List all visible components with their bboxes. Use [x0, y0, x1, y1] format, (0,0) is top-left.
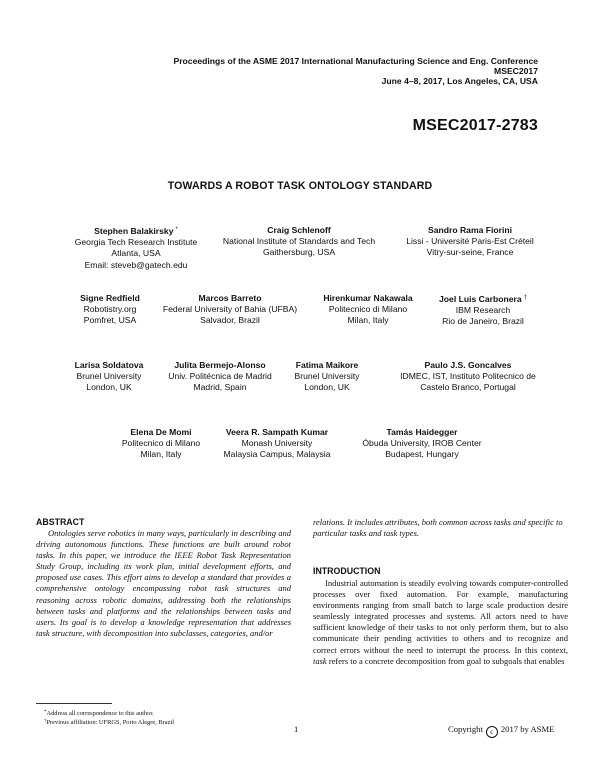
- conference-name: Proceedings of the ASME 2017 International Manufacturing Science and Eng. Conference: [173, 56, 538, 66]
- author-affiliation: Monash University: [241, 438, 313, 449]
- author-name: Larisa Soldatova: [74, 360, 144, 370]
- author-affiliation: Brunel University: [76, 371, 142, 382]
- author-affiliation: Univ. Politécnica de Madrid: [168, 371, 272, 382]
- author-affiliation: Federal University of Bahia (UFBA): [162, 304, 298, 315]
- copyright-notice: Copyright c 2017 by ASME: [448, 724, 555, 736]
- conference-date-location: June 4–8, 2017, Los Angeles, CA, USA: [381, 76, 538, 86]
- author-entry: [323, 293, 412, 327]
- author-location: Castelo Branco, Portugal: [420, 382, 516, 393]
- author-email: Email: steveb@gatech.edu: [84, 259, 188, 270]
- author-name: Hirenkumar Nakawala: [323, 293, 413, 303]
- author-location: Salvador, Brazil: [200, 315, 260, 326]
- author-name: Fatima Maikore: [295, 360, 359, 370]
- author-location: London, UK: [304, 382, 350, 393]
- paper-title: TOWARDS A ROBOT TASK ONTOLOGY STANDARD: [167, 180, 433, 192]
- author-entry: [406, 225, 534, 259]
- page-number: 1: [294, 724, 299, 734]
- author-entry: [400, 360, 536, 394]
- paper-id: MSEC2017-2783: [412, 117, 538, 134]
- footnote: †Previous affiliation: UFRGS, Porto Alegre, Brazil: [44, 719, 175, 726]
- author-entry: [224, 427, 331, 461]
- author-affiliation: Politecnico di Milano: [121, 438, 201, 449]
- author-location: Milan, Italy: [140, 449, 182, 460]
- author-location: Milan, Italy: [347, 315, 389, 326]
- author-location: Rio de Janeiro, Brazil: [442, 316, 524, 327]
- introduction-text: Industrial automation is steadily evolving towards computer-controlled processes over fixed automation. For example, manufacturing environments ranging from small batch to large scale production desire seamlessly integrated processes and systems. All actors need to have sufficient knowledge of their tasks to not only perform them, but to also communicate their pending activities to others and to recognize and correct errors without the need to interrupt the process. In this context, task refers to a concrete decomposition from goal to subgoals that enables: [313, 578, 568, 666]
- author-name: Veera R. Sampath Kumar: [225, 427, 329, 437]
- abstract-text-continued: relations. It includes attributes, both common across tasks and specific to particular tasks and task types.: [313, 517, 563, 539]
- author-entry: [223, 225, 375, 259]
- conference-header: [173, 56, 538, 86]
- emphasized-term: task: [313, 655, 327, 666]
- author-name: Joel Luis Carbonera †: [439, 294, 527, 304]
- author-affiliation: National Institute of Standards and Tech: [222, 236, 376, 247]
- author-affiliation: Brunel University: [294, 371, 360, 382]
- author-name: Paulo J.S. Goncalves: [424, 360, 512, 370]
- author-entry: [439, 293, 527, 328]
- author-entry: [362, 427, 481, 461]
- author-location: Gaithersburg, USA: [262, 247, 336, 258]
- author-location: London, UK: [86, 382, 132, 393]
- author-location: Malaysia Campus, Malaysia: [223, 449, 331, 460]
- author-name: Julita Bermejo-Alonso: [174, 360, 266, 370]
- author-location: Madrid, Spain: [193, 382, 247, 393]
- abstract-text: Ontologies serve robotics in many ways, particularly in describing and driving autonomous functions. These functions are built around robot tasks. In this paper, we introduce the IEEE Robot Task Representation Study Group, including its work plan, initial development efforts, and proposed use cases. This effort aims to develop a standard that provides a comprehensive ontology encompassing robot task structures and reasoning across robotic domains, addressing both the relationships between tasks and platforms and the relationships between tasks and users. Its goal is to develop a knowledge representation that addresses task structure, with decomposition into subclasses, categories, and/or: [36, 528, 291, 638]
- author-affiliation: Óbuda University, IROB Center: [362, 438, 482, 449]
- author-name: Stephen Balakirsky *: [94, 226, 178, 236]
- footnote-mark: †: [523, 295, 527, 301]
- conference-code: MSEC2017: [494, 66, 538, 76]
- author-entry: [122, 427, 200, 461]
- author-entry: [75, 225, 198, 271]
- author-affiliation: IDMEC, IST, Instituto Politecnico de: [400, 371, 536, 382]
- author-location: Atlanta, USA: [111, 248, 161, 259]
- introduction-heading: INTRODUCTION: [313, 566, 381, 576]
- author-name: Elena De Momi: [130, 427, 192, 437]
- abstract-heading: ABSTRACT: [36, 517, 85, 527]
- author-affiliation: Robotistry.org: [83, 304, 137, 315]
- author-entry: [163, 293, 297, 327]
- author-entry: [295, 360, 360, 394]
- author-name: Craig Schlenoff: [267, 225, 331, 235]
- author-affiliation: Lissi - Université Paris-Est Créteil: [406, 236, 534, 247]
- author-location: Pomfret, USA: [83, 315, 137, 326]
- author-entry: [80, 293, 140, 327]
- author-entry: [168, 360, 272, 394]
- author-name: Tamás Haidegger: [386, 427, 458, 437]
- footnote: *Address all correspondence to this author.: [44, 710, 154, 717]
- author-entry: [75, 360, 144, 394]
- author-affiliation: IBM Research: [455, 305, 511, 316]
- author-location: Budapest, Hungary: [385, 449, 459, 460]
- footnote-divider: [36, 703, 112, 704]
- author-name: Marcos Barreto: [198, 293, 262, 303]
- author-name: Sandro Rama Fiorini: [427, 225, 513, 235]
- author-affiliation: Politecnico di Milano: [328, 304, 408, 315]
- footnote-mark: *: [175, 227, 178, 233]
- copyright-icon: c: [486, 726, 498, 738]
- author-name: Signe Redfield: [80, 293, 140, 303]
- author-location: Vitry-sur-seine, France: [426, 247, 514, 258]
- author-affiliation: Georgia Tech Research Institute: [74, 237, 198, 248]
